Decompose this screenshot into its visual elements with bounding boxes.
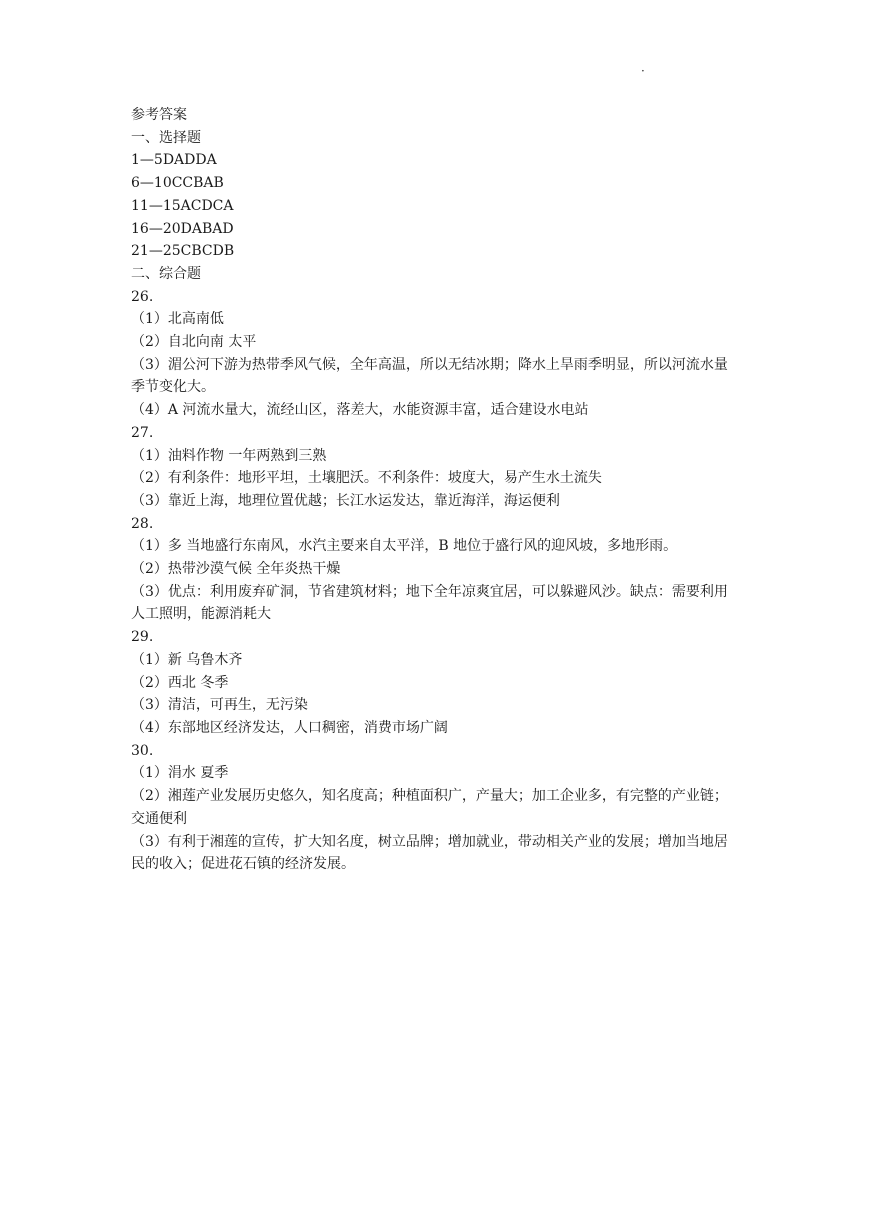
question-29-answer-4: （4）东部地区经济发达，人口稠密，消费市场广阔: [131, 719, 448, 736]
question-28-answer-2: （2）热带沙漠气候 全年炎热干燥: [131, 561, 341, 578]
document-title: 参考答案: [131, 107, 187, 123]
question-26-answer-1: （1）北高南低: [131, 311, 224, 328]
question-28-answer-3: （3）优点：利用废弃矿洞，节省建筑材料；地下全年凉爽宜居，可以躲避风沙。缺点：需要利用人工照明，能源消耗大: [131, 583, 728, 623]
answer-key-document: [131, 104, 741, 876]
question-27-number: 27.: [131, 424, 154, 441]
question-26-answer-2: （2）自北向南 太平: [131, 334, 257, 351]
choice-answers-1-5: 1—5DADDA: [131, 152, 217, 169]
question-26-answer-4: （4）A 河流水量大，流经山区，落差大，水能资源丰富，适合建设水电站: [131, 402, 589, 419]
question-29-answer-3: （3）清洁，可再生，无污染: [131, 697, 308, 714]
question-26-answer-3: （3）湄公河下游为热带季风气候，全年高温，所以无结冰期；降水上旱雨季明显，所以河流水量季节变化大。: [131, 356, 728, 396]
question-27-answer-2: （2）有利条件：地形平坦，土壤肥沃。不利条件：坡度大，易产生水土流失: [131, 470, 602, 487]
question-27-answer-1: （1）油料作物 一年两熟到三熟: [131, 447, 327, 464]
choice-answers-11-15: 11—15ACDCA: [131, 197, 234, 214]
question-29-answer-2: （2）西北 冬季: [131, 674, 229, 691]
choice-answers-21-25: 21—25CBCDB: [131, 243, 235, 260]
question-29-number: 29.: [131, 629, 154, 646]
question-30-answer-2: （2）湘莲产业发展历史悠久，知名度高；种植面积广，产量大；加工企业多，有完整的产业链；交通便利: [131, 788, 728, 827]
choice-answers-16-20: 16—20DABAD: [131, 220, 234, 237]
question-28-number: 28.: [131, 515, 154, 532]
question-30-answer-1: （1）涓水 夏季: [131, 765, 229, 782]
question-30-number: 30.: [131, 742, 154, 759]
choice-answers-6-10: 6—10CCBAB: [131, 175, 224, 192]
choice-section-heading: 一、选择题: [131, 129, 201, 146]
composite-section-heading: 二、综合题: [131, 265, 201, 282]
question-28-answer-1: （1）多 当地盛行东南风，水汽主要来自太平洋，B 地位于盛行风的迎风坡，多地形雨。: [131, 538, 678, 555]
question-27-answer-3: （3）靠近上海，地理位置优越；长江水运发达，靠近海洋，海运便利: [131, 492, 560, 509]
question-30-answer-3: （3）有利于湘莲的宣传，扩大知名度，树立品牌；增加就业，带动相关产业的发展；增加当地居民的收入；促进花石镇的经济发展。: [131, 833, 728, 873]
page-mark: ·: [641, 64, 645, 78]
question-29-answer-1: （1）新 乌鲁木齐: [131, 651, 243, 668]
question-26-number: 26.: [131, 288, 154, 305]
